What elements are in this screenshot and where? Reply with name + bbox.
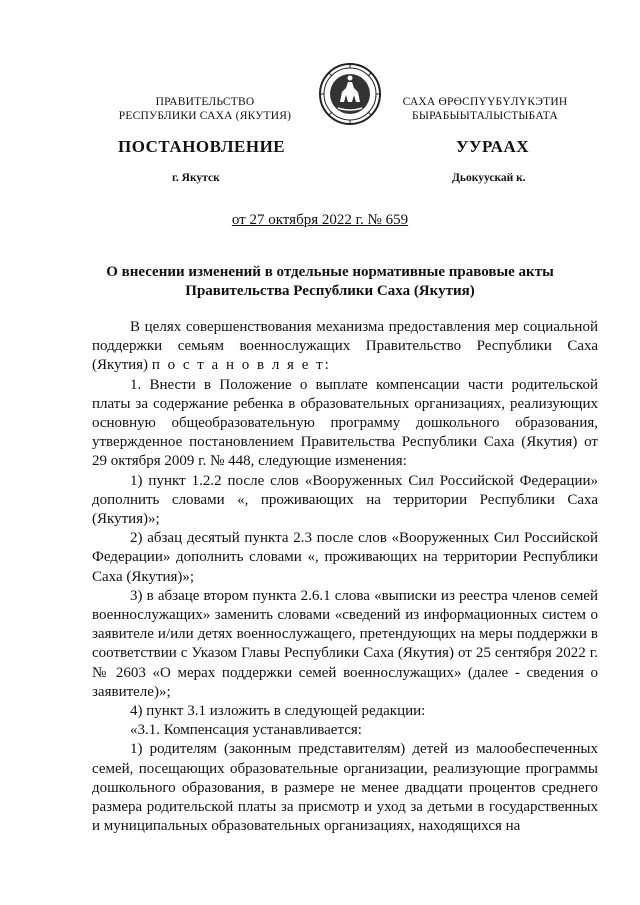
issuer-sakha [375, 95, 595, 123]
issuer-ru-line1: ПРАВИТЕЛЬСТВО [155, 96, 255, 108]
paragraph-3: 2) абзац десятый пункта 2.3 после слов «Вооруженных Сил Российской Федерации» дополнить словами «, проживающих на территории Республики Саха (Якутия)»; [92, 530, 598, 585]
date-number-line: от 27 октября 2022 г. № 659 [231, 212, 409, 228]
doc-type-sakha: УУРААХ [456, 137, 529, 156]
issuer-sakha-line1: САХА ӨРӨСПҮҮБҮЛҮКЭТИН [402, 96, 568, 108]
intro-text: В целях совершенствования механизма предоставления мер социальной поддержки семьям военнослужащих Правительство Республики Саха (Якутия) [92, 319, 598, 374]
resolves-text: п о с т а н о в л я е т: [151, 357, 331, 374]
city-ru: г. Якутск [172, 172, 220, 184]
issuer-sakha-line2: БЫРАБЫЫТАЛЫСТЫБАТА [412, 110, 558, 122]
doc-type-ru: ПОСТАНОВЛЕНИЕ [118, 137, 286, 156]
issuer-ru-line2: РЕСПУБЛИКИ САХА (ЯКУТИЯ) [118, 110, 292, 122]
issuer-ru [95, 95, 315, 123]
heading-line2: Правительства Республики Саха (Якутия) [185, 283, 475, 299]
paragraph-2: 1) пункт 1.2.2 после слов «Вооруженных Сил Российской Федерации» дополнить словами «, проживающих на территории Республики Саха (Якутия)»; [92, 472, 598, 528]
paragraph-4: 3) в абзаце втором пункта 2.6.1 слова «выписки из реестра членов семей военнослужащих» заменить словами «сведений из информационных систем о заявителе и/или детях военнослужащего, претендующих на меры поддержки в соответствии с Указом Главы Республики Саха (Якутия) от 25 сентября 2022 г. № 2603 «О мерах поддержки семей военнослужащих» (далее - сведения о заявителе)»; [92, 587, 598, 700]
document-body [92, 318, 598, 836]
paragraph-5: 4) пункт 3.1 изложить в следующей редакции: [130, 703, 426, 720]
heading-line1: О внесении изменений в отдельные нормативные правовые акты [106, 264, 554, 280]
paragraph-7: 1) родителям (законным представителям) детей из малообеспеченных семей, посещающих образовательные организации, реализующие программы дошкольного образования, в размере не менее двадцати процентов среднего размера родительской платы за присмотр и уход за детьми в государственных и муниципальных образовательных организациях, находящихся на [92, 741, 598, 835]
coat-of-arms-emblem [318, 62, 382, 126]
intro-paragraph [92, 318, 598, 376]
paragraph-1: 1. Внести в Положение о выплате компенсации части родительской платы за содержание ребенка в образовательных организациях, реализующих основную общеобразовательную программу дошкольного образования, утвержденное постановлением Правительства Республики Саха (Якутия) от 29 октября 2009 г. № 448, следующие изменения: [92, 376, 598, 470]
city-sakha: Дьокуускай к. [452, 172, 526, 184]
document-heading [60, 263, 600, 301]
paragraph-6: «3.1. Компенсация устанавливается: [130, 722, 362, 739]
